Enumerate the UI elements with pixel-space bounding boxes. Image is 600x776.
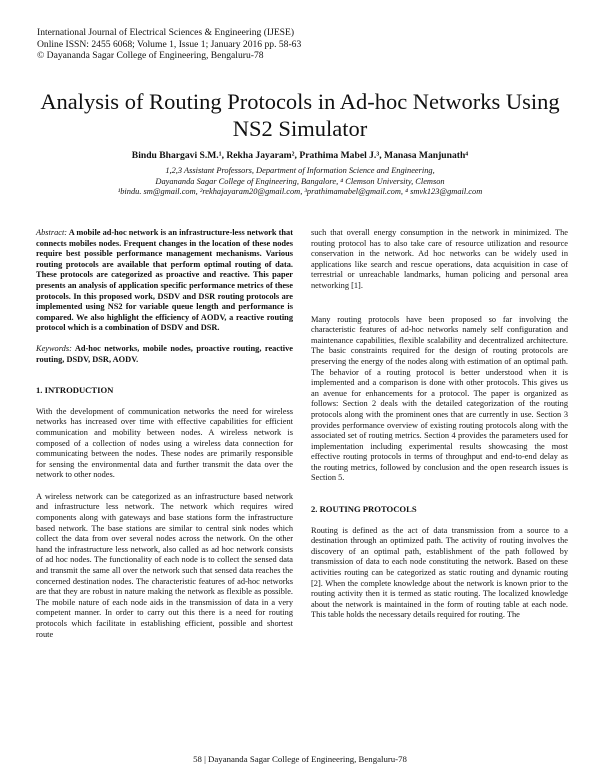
paper-title: Analysis of Routing Protocols in Ad-hoc Networks Using NS2 Simulator [40, 89, 560, 141]
page-footer: 58 | Dayananda Sagar College of Engineering, Bengaluru-78 [193, 754, 407, 764]
body-paragraph: Many routing protocols have been proposed so far involving the characteristic features of ad-hoc networks namely self configuration and maintenance capabilities, flexible scalability and decentralized architecture. The basic constraints required for the design of routing protocols are preserving the energy of the nodes along with estimation of an optimal path. The behavior of a routing protocol is better understood when it is implemented and a comparison is done with other protocols. This gives us an avenue for enhancements for a protocol. The paper is organized as follows: Section 2 deals with the detailed categorization of the routing protocols along with the prominent ones that are currently in use. Section 3 provides performance overview of existing routing protocols along with the associated set of routing metrics. Section 4 provides the parameters used for implementation including experimental results showcasing the most effective routing protocols in terms of throughput and end-to-end delay as the routing metrics, followed by conclusion and the open research issues is Section 5. [311, 314, 568, 483]
journal-header [37, 27, 577, 62]
keywords-label: Keywords: [36, 343, 72, 353]
abstract-text: A mobile ad-hoc network is an infrastructure-less network that connects mobiles nodes. Frequent changes in the location of these nodes require best possible performance management mechanisms. Various routing protocols are available that perform optimal routing of data. These protocols are categorized as proactive and reactive. This paper presents an analysis of application specific performance metrics of these protocols. In this proposed work, DSDV and DSR routing protocols are implemented using NS2 for variable queue length and performance is compared. We also highlight the efficiency of AODV, a reactive routing protocol which is a combination of DSDV and DSR. [36, 228, 293, 333]
author-emails: ¹bindu. sm@gmail.com, ²rekhajayaram20@gmail.com, ³prathimamabel@gmail.com, ⁴ smvk123@gmail.com [117, 187, 483, 197]
left-column [36, 228, 293, 640]
copyright-line: © Dayananda Sagar College of Engineering, Bengaluru-78 [37, 50, 264, 62]
body-paragraph: such that overall energy consumption in the network in minimized. The routing protocol has to also take care of resource utilization and resource conservation in the network. Ad hoc networks can be widely used in applications like search and rescue operations, data acquisition in case of terrestrial or unreachable landmarks, human policing and personal area networking [1]. [311, 228, 568, 290]
keywords-text: Ad-hoc networks, mobile nodes, proactive routing, reactive routing, DSDV, DSR, AODV. [36, 343, 293, 364]
body-paragraph: A wireless network can be categorized as an infrastructure based network and infrastructure less network. The network which requires wired components along with gateways and base stations form the infrastructure based network. The base stations are similar to central sink nodes which collect the data from over several nodes across the network. On the other hand the infrastructure less network, also called as ad hoc network consists of ad hoc nodes. The functionality of each node is to collect the sensed data and transmit the same all over the network such that sensed data reaches the concerned destination nodes. The characteristic features of ad-hoc networks are that they are robust in nature making the network as flexible as possible. The mobile nature of each node aids in the transmission of data in a very competent manner. In order to carry out this there is a need for routing protocols which facilitate in establishing efficient, possible and shortest route [36, 491, 293, 639]
keywords [36, 344, 293, 365]
affiliation-block [40, 166, 560, 198]
body-paragraph: Routing is defined as the act of data transmission from a source to a destination through an optimized path. The activity of routing involves the discovery of an optimal path, establishment of the path followed by transmission of data to each node constituting the network. Based on these activities routing can be categorized as static routing and dynamic routing [2]. When the complete knowledge about the network is known prior to the routing activity then it is termed as static routing. The localized knowledge about the network is maintained in the form of routing table at each node. This table holds the necessary details required for routing. The [311, 525, 568, 620]
journal-name: International Journal of Electrical Sciences & Engineering (IJESE) [37, 27, 295, 38]
section-heading-introduction: 1. INTRODUCTION [36, 385, 114, 396]
abstract [36, 228, 293, 334]
section-heading-routing-protocols: 2. ROUTING PROTOCOLS [311, 504, 417, 515]
author-list: Bindu Bhargavi S.M.¹, Rekha Jayaram², Prathima Mabel J.³, Manasa Manjunath⁴ [131, 150, 469, 161]
issn-line: Online ISSN: 2455 6068; Volume 1, Issue 1; January 2016 pp. 58-63 [37, 38, 302, 50]
right-column [311, 228, 568, 621]
affiliation-line: Dayananda Sagar College of Engineering, Bangalore, ⁴ Clemson University, Clemson [155, 176, 445, 186]
body-paragraph: With the development of communication networks the need for wireless networks has increased over time with effective capabilities for efficient communication and mobility between nodes. A wireless network is composed of a collection of nodes using a wireless data connection for communicating between the nodes. These nodes are primarily responsible for sensing the environmental data and further transmit the data over the network to other nodes. [36, 406, 293, 480]
abstract-label: Abstract: [36, 228, 68, 237]
affiliation-line: 1,2,3 Assistant Professors, Department of Information Science and Engineering, [165, 166, 435, 175]
